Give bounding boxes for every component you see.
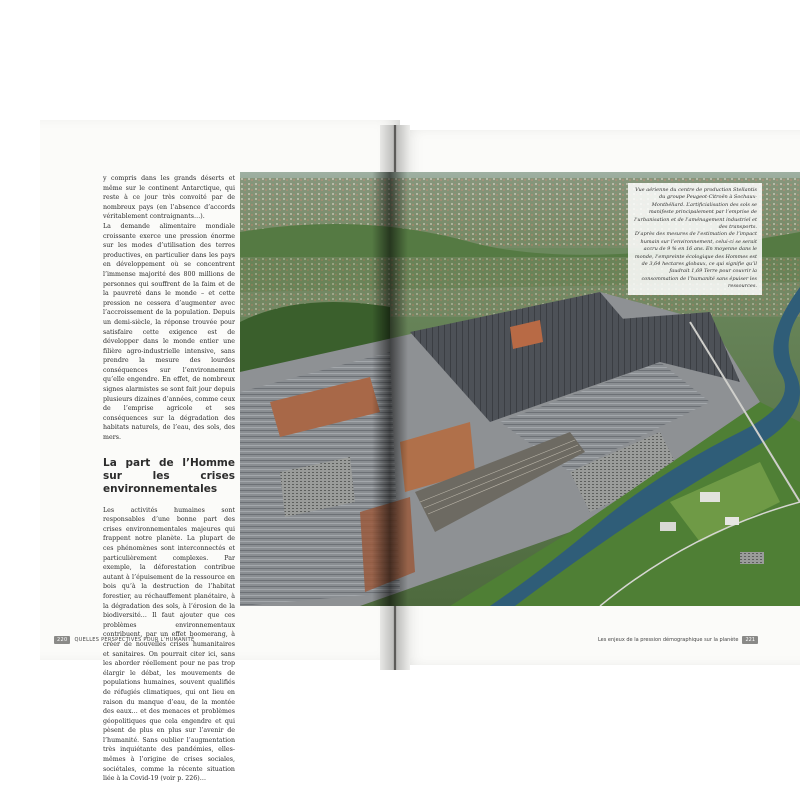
paragraph-3: Les activités humaines sont responsables d’une bonne part des crises environnementales majeures qui frappent notre planète. La plupart de ces phénomènes sont interconnectés et particulièrement complexes. Par exemple, la déforestation contribue autant à l’épuisement de la ressource en bois qu’à la destruction de l’habitat forestier, au réchauffement planétaire, à la dégradation des sols, à l’érosion de la biodiversité… Il faut ajouter que ces problèmes environnementaux contribuent, par un effet boomerang, à créer de nouvelles crises humanitaires et sanitaires. On pourrait citer ici, sans les aborder réellement pour ne pas trop élargir le débat, les mouvements de populations humaines, souvent qualifiés de réfugiés climatiques, qui ont lieu en raison du manque d’eau, de la montée des eaux… et des menaces et problèmes géopolitiques que cela engendre et qui pèsent de plus en plus sur l’avenir de l’humanité. Sans oublier l’augmentation très inquiétante des pandémies, elles-mêmes à l’origine de crises sociales, sociétales, comme la récente situation liée à la Covid-19 (voir p. 226)… (103, 506, 235, 783)
right-footer (598, 636, 758, 644)
left-page-body-text (103, 174, 235, 784)
left-footer (54, 636, 195, 644)
paragraph-2: La demande alimentaire mondiale croissante exerce une pression énorme sur les modes d’utilisation des terres productives, en particulier dans les pays en développement où se concentrent l’immense majorité des 800 millions de personnes qui souffrent de la faim et de la pauvreté dans le monde – et cette pression ne cessera d’augmenter avec l’accroissement de la population. Depuis un demi-siècle, la réponse trouvée pour satisfaire cette exigence est de développer dans le monde entier une filière agro-industrielle intensive, sans prendre la mesure des lourdes conséquences sur l’environnement qu’elle engendre. En effet, de nombreux signes alarmistes se sont fait jour depuis plusieurs dizaines d’années, comme ceux de l’emprise agricole et ses conséquences sur la dégradation des habitats naturels, de l’eau, des sols, des mers. (103, 222, 235, 442)
left-page-number: 220 (54, 636, 70, 644)
caption-paragraph-1: Vue aérienne du centre de production Stellantis du groupe Peugeot-Citroën à Sochaux-Montbéliard. L’artificialisation des sols se manifeste principalement par l’emprise de l’urbanisation et de l’aménagement industriel et des transports. (634, 187, 757, 231)
photo-caption (628, 183, 762, 295)
paragraph-1: y compris dans les grands déserts et même sur le continent Antarctique, qui reste à ce jour très convoité par de nombreux pays (en l’absence d’accords véritablement contraignants…). (103, 175, 235, 221)
right-running-title: Les enjeux de la pression démographique sur la planète (597, 637, 739, 643)
right-page-number: 221 (742, 636, 758, 644)
caption-paragraph-2: D’après des mesures de l’estimation de l’impact humain sur l’environnement, celui-ci se serait accru de 9 % en 16 ans. En moyenne dans le monde, l’empreinte écologique des Hommes est de 3,64 hectares globaux, ce qui signifie qu’il faudrait 1,69 Terre pour couvrir la consommation de l’humanité sans épuiser les ressources. (634, 231, 757, 290)
left-running-title: QUELLES PERSPECTIVES POUR L’HUMANITÉ (74, 637, 195, 643)
section-title: La part de l’Homme sur les crises environnementales (103, 456, 235, 495)
